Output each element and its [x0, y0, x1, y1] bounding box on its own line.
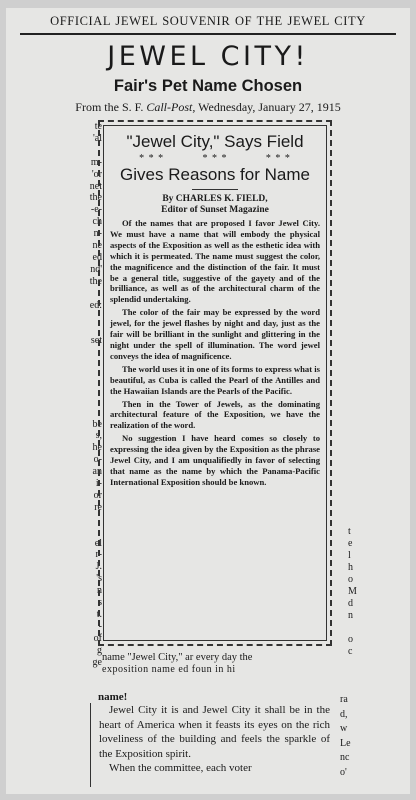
- left-fragment: n-: [93, 228, 102, 240]
- page-subtitle: Fair's Pet Name Chosen: [113, 77, 303, 95]
- left-fragment: ne: [92, 240, 102, 251]
- article-inner: [103, 125, 327, 641]
- article-headline-2: Gives Reasons for Name: [120, 165, 310, 184]
- right-fragment: h: [348, 562, 353, 573]
- souvenir-banner: OFFICIAL JEWEL SOUVENIR OF THE JEWEL CITY: [50, 14, 366, 28]
- right-fragment: d,: [340, 708, 348, 720]
- right-fragment: nc: [340, 752, 350, 763]
- page-title: JEWEL CITY!: [107, 41, 309, 72]
- left-fragment: s: [98, 597, 102, 608]
- star-group: * * *: [265, 153, 291, 164]
- below-article-line: name "Jewel City," ar every day the: [102, 652, 253, 663]
- header-rule: [20, 33, 396, 35]
- right-fragment: o': [340, 766, 347, 778]
- right-fragment: c: [348, 646, 353, 657]
- bottom-paragraph: Jewel City it is and Jewel City it shall be in the heart of America when it feasts its eyes on the rich loveliness of the building and feels the sparkle of the Exposition spirit.: [99, 704, 330, 760]
- left-fragment: J.: [95, 561, 102, 573]
- left-fragment: g: [97, 644, 102, 656]
- left-fragment: r-: [95, 549, 102, 561]
- star-group: * * *: [139, 153, 165, 164]
- left-fragment: ch: [92, 216, 102, 228]
- article-paragraph: Then in the Tower of Jewels, as the dominating architectural feature of the Exposition, we have the realization of the word.: [110, 398, 320, 431]
- source-date: Wednesday, January 27, 1915: [198, 100, 341, 114]
- bottom-article-column: [90, 703, 330, 787]
- left-fragment: -: [98, 620, 102, 632]
- left-fragment: or: [93, 489, 102, 501]
- left-fragment: o-: [93, 454, 102, 466]
- left-fragment: te: [94, 121, 102, 132]
- right-fragment: Le: [340, 737, 351, 749]
- left-fragment: 'or: [91, 168, 102, 180]
- left-fragment: of: [93, 632, 102, 644]
- right-fragment: e: [348, 538, 353, 549]
- right-fragment: l: [348, 550, 351, 561]
- left-fragment: t.: [96, 608, 102, 620]
- byline-author: By CHARLES K. FIELD,: [162, 194, 268, 204]
- left-fragment: re: [94, 501, 102, 513]
- left-fragment: 's: [96, 573, 102, 585]
- bottom-paragraph: When the committee, each voter: [109, 762, 252, 774]
- right-fragment: n: [348, 610, 353, 621]
- bottom-fragment-label: name!: [98, 691, 128, 703]
- left-fragment: ed:: [89, 299, 102, 311]
- boxed-article: [98, 120, 332, 646]
- below-article-line-cut: exposition name ed foun in hi: [102, 664, 236, 675]
- right-fragment: o: [348, 634, 353, 645]
- article-headline-1: "Jewel City," Says Field: [126, 132, 304, 151]
- headline-divider: [192, 189, 238, 190]
- right-fragment: ra: [340, 694, 348, 705]
- left-fragment: set: [90, 335, 102, 347]
- left-fragment: the: [89, 192, 102, 204]
- left-fragment: el: [94, 537, 102, 549]
- article-paragraph: No suggestion I have heard comes so closely to expressing the idea given by the Exposition as the phrase Jewel City, and I am unqualifiedly in favor of selecting that name as the name by which the Panama-Pacific International Exposition should be known.: [110, 433, 320, 487]
- star-group: * * *: [202, 153, 228, 164]
- star-divider: [120, 153, 310, 164]
- right-fragment: t: [348, 526, 351, 537]
- article-paragraph: The color of the fair may be expressed by the word jewel, for the jewel flashes by night and day, just as the fair will be brilliant in the sunlight and glittering in the night under the spell of illumination. The word jewel conveys the idea of magnificence.: [110, 307, 320, 361]
- left-fragment: the: [89, 275, 102, 287]
- left-fragment: net: [89, 180, 102, 192]
- left-fragment: nd': [90, 263, 102, 275]
- right-fragment: w: [340, 723, 348, 734]
- left-fragment: ed: [92, 251, 102, 263]
- left-fragment: i-: [95, 478, 102, 489]
- left-fragment: ge: [92, 656, 102, 668]
- left-fragment: be: [92, 418, 102, 430]
- newspaper-clipping: [6, 8, 410, 794]
- right-fragment: M: [348, 586, 357, 597]
- left-fragment: he: [92, 442, 102, 454]
- source-line: [6, 100, 410, 115]
- bottom-cutoff: [91, 777, 330, 787]
- left-fragment: -e-: [90, 204, 102, 216]
- byline-title: Editor of Sunset Magazine: [161, 205, 269, 215]
- left-fragment: n: [97, 585, 102, 597]
- article-paragraph: Of the names that are proposed I favor Jewel City. We must have a name that will embody the physical aspects of the Exposition as well as the esthetic idea with which it is permeated. The name must suggest the color, the magnificence and the distinction of the fair. It must be a general title, suggestive of the gayety and of the brilliance, as well as of the architectural charm of the splendid undertaking.: [110, 218, 320, 305]
- right-fragment: d: [348, 598, 353, 609]
- byline: [110, 194, 320, 216]
- left-fragment: an: [92, 466, 102, 478]
- source-prefix: From the S. F.: [75, 100, 144, 114]
- left-fragment: s,: [95, 430, 102, 442]
- source-paper: Call-Post,: [146, 100, 196, 114]
- left-fragment: 'al: [92, 132, 102, 144]
- article-paragraph: The world uses it in one of its forms to express what is beautiful, as Cuba is called the Pearl of the Antilles and the Hawaiian Islands are the Pearls of the Pacific.: [110, 363, 320, 396]
- left-fragment: m-: [90, 156, 102, 168]
- right-fragment: o: [348, 574, 353, 585]
